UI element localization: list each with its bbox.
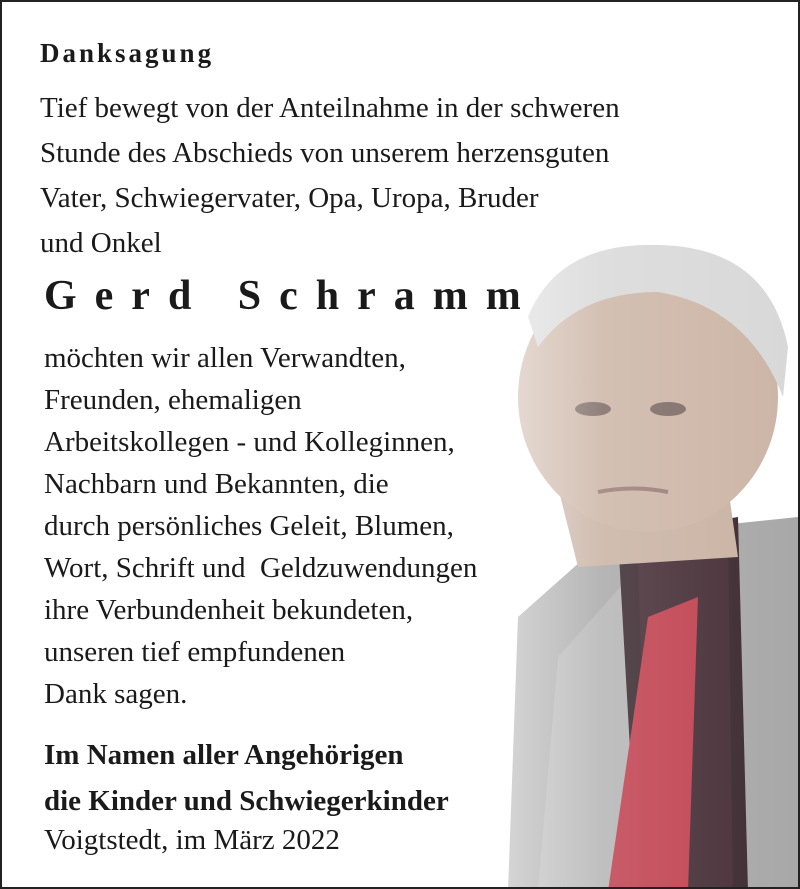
body-line: unseren tief empfundenen bbox=[44, 636, 346, 668]
intro-line: Vater, Schwiegervater, Opa, Uropa, Bruder bbox=[40, 182, 539, 214]
body-line: Wort, Schrift und Geldzuwendungen bbox=[44, 552, 478, 584]
body-text bbox=[44, 337, 477, 715]
body-line: Dank sagen. bbox=[44, 678, 188, 710]
signature-line: Im Namen aller Angehörigen bbox=[44, 739, 404, 771]
intro-text bbox=[40, 86, 780, 266]
body-line: durch persönliches Geleit, Blumen, bbox=[44, 510, 454, 542]
signature-line: die Kinder und Schwiegerkinder bbox=[44, 785, 449, 817]
body-line: Freunden, ehemaligen bbox=[44, 384, 302, 416]
intro-line: Tief bewegt von der Anteilnahme in der schweren bbox=[40, 92, 620, 124]
portrait-photo bbox=[498, 237, 798, 889]
heading: Danksagung bbox=[40, 38, 215, 68]
body-line: Nachbarn und Bekannten, die bbox=[44, 468, 389, 500]
body-line: Arbeitskollegen - und Kolleginnen, bbox=[44, 426, 455, 458]
portrait-illustration bbox=[498, 237, 798, 889]
intro-line: und Onkel bbox=[40, 227, 162, 259]
signature bbox=[44, 732, 449, 824]
place-date: Voigtstedt, im März 2022 bbox=[44, 824, 340, 856]
intro-line: Stunde des Abschieds von unserem herzensguten bbox=[40, 137, 610, 169]
deceased-name: Gerd Schramm bbox=[44, 273, 539, 319]
body-line: möchten wir allen Verwandten, bbox=[44, 342, 406, 374]
body-line: ihre Verbundenheit bekundeten, bbox=[44, 594, 414, 626]
